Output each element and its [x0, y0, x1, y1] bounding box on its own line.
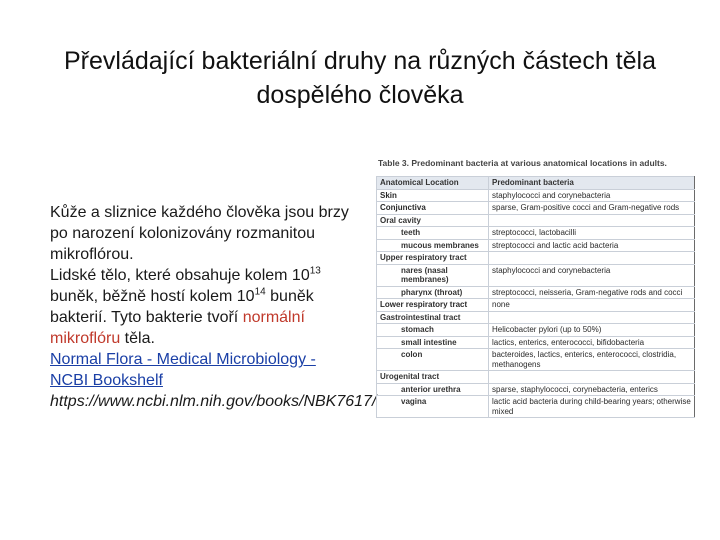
cell-location: Conjunctiva	[377, 202, 489, 215]
cell-bacteria: none	[489, 299, 695, 312]
table-row	[377, 299, 695, 312]
cell-location: Skin	[377, 189, 489, 202]
bacteria-table-figure	[376, 158, 698, 418]
slide-title	[0, 44, 720, 112]
slide-title-line1: Převládající bakteriální druhy na různých částech těla	[64, 47, 656, 75]
cell-location: vagina	[377, 396, 489, 418]
header-location: Anatomical Location	[377, 177, 489, 190]
cell-bacteria	[489, 311, 695, 324]
cell-bacteria: streptococci, neisseria, Gram-negative rods and cocci	[489, 286, 695, 299]
exponent-14: 14	[254, 286, 266, 298]
cell-location: Oral cavity	[377, 214, 489, 227]
cell-location: Gastrointestinal tract	[377, 311, 489, 324]
cell-location: colon	[377, 349, 489, 371]
cell-bacteria	[489, 214, 695, 227]
cell-bacteria: staphylococci and corynebacteria	[489, 189, 695, 202]
table-row	[377, 336, 695, 349]
cell-location: pharynx (throat)	[377, 286, 489, 299]
cells-text-b: buněk, běžně hostí kolem 10	[50, 288, 255, 305]
table-row	[377, 239, 695, 252]
cell-bacteria: staphylococci and corynebacteria	[489, 264, 695, 286]
cells-text-c: buněk bakterií. Tyto bakterie tvoří	[50, 288, 314, 326]
cell-bacteria: sparse, staphylococci, corynebacteria, enterics	[489, 383, 695, 396]
cell-location: nares (nasal membranes)	[377, 264, 489, 286]
cell-bacteria: streptococci and lactic acid bacteria	[489, 239, 695, 252]
cell-location: teeth	[377, 227, 489, 240]
cell-location: mucous membranes	[377, 239, 489, 252]
paragraph-intro: Kůže a sliznice každého člověka jsou brzy po narození kolonizovány rozmanitou mikroflórou.	[50, 204, 349, 263]
paragraph-cells	[50, 265, 350, 349]
cell-bacteria	[489, 371, 695, 384]
table-row	[377, 202, 695, 215]
table-row	[377, 324, 695, 337]
table-header-row	[377, 177, 695, 190]
cell-location: anterior urethra	[377, 383, 489, 396]
ncbi-link[interactable]: Normal Flora - Medical Microbiology - NCBI Bookshelf	[50, 351, 316, 389]
cell-location: Urogenital tract	[377, 371, 489, 384]
table-caption: Table 3. Predominant bacteria at various anatomical locations in adults.	[378, 158, 667, 168]
cell-location: small intestine	[377, 336, 489, 349]
table-row	[377, 349, 695, 371]
cell-location: Upper respiratory tract	[377, 252, 489, 265]
highlight-normal-flora: normální mikroflóru	[50, 309, 305, 347]
cell-bacteria: lactics, enterics, enterococci, bifidobacteria	[489, 336, 695, 349]
cell-bacteria: Helicobacter pylori (up to 50%)	[489, 324, 695, 337]
table-row	[377, 227, 695, 240]
table-row	[377, 383, 695, 396]
cell-location: stomach	[377, 324, 489, 337]
cell-bacteria: sparse, Gram-positive cocci and Gram-negative rods	[489, 202, 695, 215]
header-bacteria: Predominant bacteria	[489, 177, 695, 190]
cell-bacteria: lactic acid bacteria during child-bearing years; otherwise mixed	[489, 396, 695, 418]
table-row	[377, 214, 695, 227]
cell-bacteria: streptococci, lactobacilli	[489, 227, 695, 240]
table-row	[377, 311, 695, 324]
source-url: https://www.ncbi.nlm.nih.gov/books/NBK7617/	[50, 393, 377, 410]
cell-location: Lower respiratory tract	[377, 299, 489, 312]
slide-title-line2: dospělého člověka	[256, 81, 464, 109]
cell-bacteria	[489, 252, 695, 265]
table-row	[377, 286, 695, 299]
table-row	[377, 264, 695, 286]
cells-text-d: těla.	[120, 330, 155, 347]
bacteria-table	[376, 176, 695, 418]
table-row	[377, 396, 695, 418]
table-row	[377, 371, 695, 384]
body-text	[50, 202, 377, 412]
table-row	[377, 252, 695, 265]
exponent-13: 13	[309, 265, 321, 277]
cell-bacteria: bacteroides, lactics, enterics, enterococci, clostridia, methanogens	[489, 349, 695, 371]
table-row	[377, 189, 695, 202]
cells-text-a: Lidské tělo, které obsahuje kolem 10	[50, 267, 310, 284]
